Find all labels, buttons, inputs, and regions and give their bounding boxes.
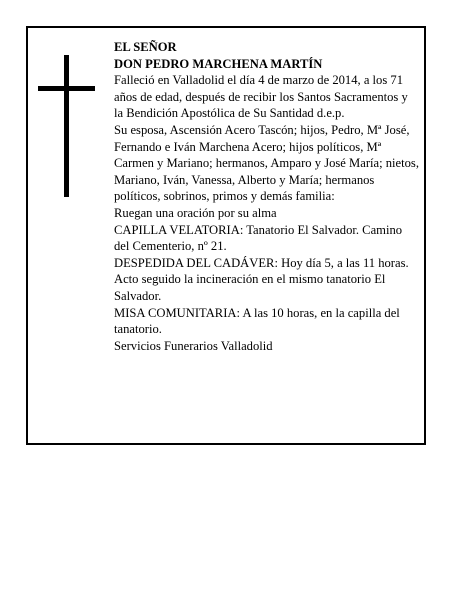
farewell-info: DESPEDIDA DEL CADÁVER: Hoy día 5, a las 11 horas. Acto seguido la incineración en el mismo tanatorio El Salvador. bbox=[114, 255, 409, 303]
wake-chapel-info: CAPILLA VELATORIA: Tanatorio El Salvador. Camino del Cementerio, nº 21. bbox=[114, 222, 403, 254]
cross-icon-horizontal-bar bbox=[38, 86, 95, 91]
obituary-text bbox=[114, 39, 419, 354]
prayer-request: Ruegan una oración por su alma bbox=[114, 205, 277, 220]
obituary-title: EL SEÑOR bbox=[114, 40, 177, 54]
family-list: Su esposa, Ascensión Acero Tascón; hijos, Pedro, Mª José, Fernando e Iván Marchena Acero; hijos políticos, Mª Carmen y Mariano; hermanos, Amparo y José María; nietos, Mariano, Iván, Vanessa, Alberto y María; hermanos políticos, sobrinos, primos y demás familia: bbox=[114, 122, 419, 204]
mass-info: MISA COMUNITARIA: A las 10 horas, en la capilla del tanatorio. bbox=[114, 305, 400, 337]
deceased-name: DON PEDRO MARCHENA MARTÍN bbox=[114, 56, 323, 71]
death-announcement: Falleció en Valladolid el día 4 de marzo de 2014, a los 71 años de edad, después de recibir los Santos Sacramentos y la Bendición Apostólica de Su Santidad d.e.p. bbox=[114, 73, 408, 121]
cross-icon-vertical-bar bbox=[64, 55, 69, 197]
funeral-service-provider: Servicios Funerarios Valladolid bbox=[114, 338, 273, 353]
